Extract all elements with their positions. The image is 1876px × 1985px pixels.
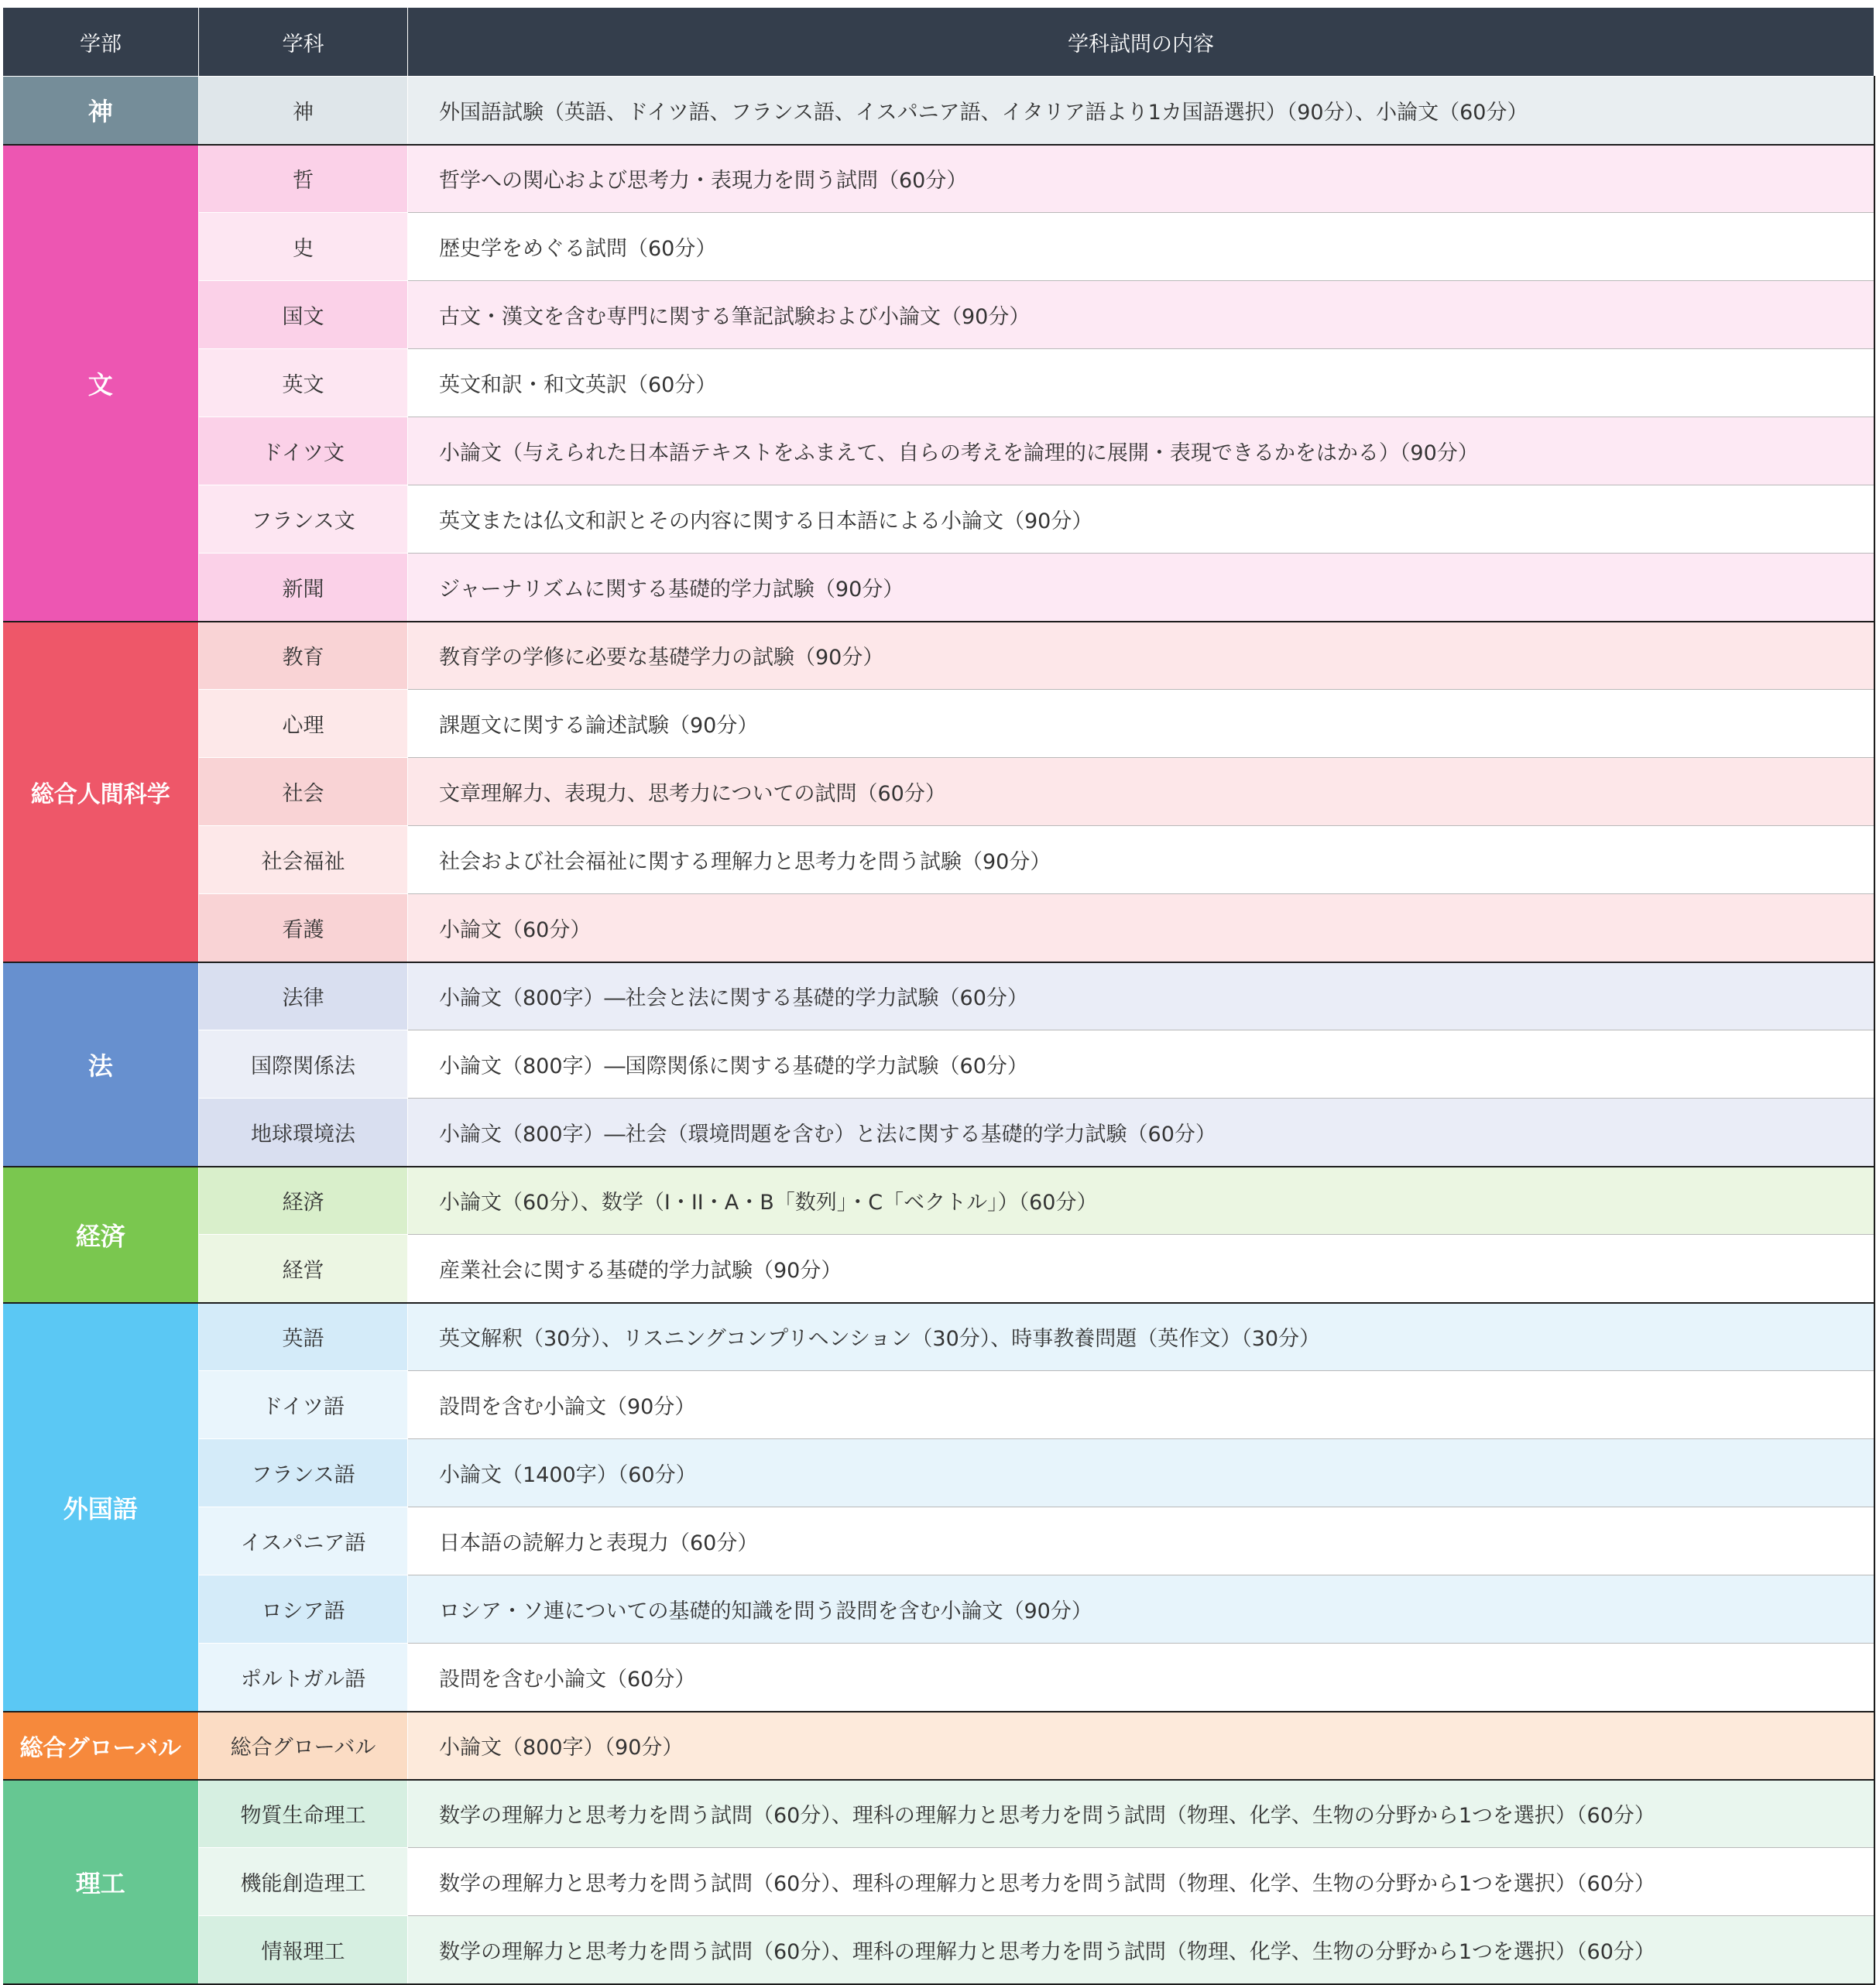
table-row [3,417,1874,485]
exam-content-table [2,7,1875,1985]
exam-content-cell: 文章理解力、表現力、思考力についての試問（60分） [408,758,1874,826]
department-cell: 地球環境法 [199,1099,408,1167]
department-cell: 新聞 [199,554,408,622]
exam-content-cell: 小論文（与えられた日本語テキストをふまえて、自らの考えを論理的に展開・表現できるかをはかる）（90分） [408,417,1874,485]
exam-content-cell: 歴史学をめぐる試問（60分） [408,213,1874,281]
exam-content-cell: 古文・漢文を含む専門に関する筆記試験および小論文（90分） [408,281,1874,349]
department-cell: フランス文 [199,485,408,554]
table-row [3,1780,1874,1848]
exam-content-cell: 哲学への関心および思考力・表現力を問う試問（60分） [408,145,1874,213]
table-header-row [3,8,1874,77]
exam-content-cell: 小論文（1400字）（60分） [408,1439,1874,1507]
exam-content-cell: 数学の理解力と思考力を問う試問（60分）、理科の理解力と思考力を問う試問（物理、化学、生物の分野から1つを選択）（60分） [408,1916,1874,1984]
faculty-cell: 神 [3,77,199,145]
department-cell: 物質生命理工 [199,1780,408,1848]
exam-content-cell: ジャーナリズムに関する基礎的学力試験（90分） [408,554,1874,622]
table-row [3,690,1874,758]
department-cell: イスパニア語 [199,1507,408,1575]
faculty-cell: 経済 [3,1167,199,1303]
faculty-cell: 文 [3,145,199,622]
table-row [3,1439,1874,1507]
table-row [3,1371,1874,1439]
table-body [3,77,1874,1984]
exam-content-cell: 数学の理解力と思考力を問う試問（60分）、理科の理解力と思考力を問う試問（物理、化学、生物の分野から1つを選択）（60分） [408,1780,1874,1848]
department-cell: 看護 [199,894,408,962]
faculty-cell: 理工 [3,1780,199,1984]
table-row [3,145,1874,213]
exam-content-cell: 英文和訳・和文英訳（60分） [408,349,1874,417]
department-cell: ロシア語 [199,1575,408,1644]
department-cell: 社会福祉 [199,826,408,894]
table-row [3,1507,1874,1575]
exam-content-cell: 小論文（800字）―国際関係に関する基礎的学力試験（60分） [408,1030,1874,1099]
department-cell: 史 [199,213,408,281]
exam-content-cell: 社会および社会福祉に関する理解力と思考力を問う試験（90分） [408,826,1874,894]
exam-content-cell: 設問を含む小論文（60分） [408,1644,1874,1712]
exam-content-cell: 設問を含む小論文（90分） [408,1371,1874,1439]
table-row [3,758,1874,826]
exam-table-container [2,7,1874,1985]
table-row [3,1167,1874,1235]
faculty-cell: 総合グローバル [3,1712,199,1780]
department-cell: 神 [199,77,408,145]
department-cell: 英文 [199,349,408,417]
exam-content-cell: 小論文（60分） [408,894,1874,962]
department-cell: 英語 [199,1303,408,1371]
department-cell: 社会 [199,758,408,826]
exam-content-cell: 産業社会に関する基礎的学力試験（90分） [408,1235,1874,1303]
table-row [3,962,1874,1030]
department-cell: 情報理工 [199,1916,408,1984]
table-row [3,77,1874,145]
department-cell: ポルトガル語 [199,1644,408,1712]
exam-content-cell: 英文解釈（30分）、リスニングコンプリヘンション（30分）、時事教養問題（英作文）（30分） [408,1303,1874,1371]
department-cell: 法律 [199,962,408,1030]
faculty-cell: 総合人間科学 [3,622,199,962]
header-department: 学科 [199,8,408,77]
faculty-cell: 法 [3,962,199,1167]
faculty-cell: 外国語 [3,1303,199,1712]
table-row [3,349,1874,417]
department-cell: 経済 [199,1167,408,1235]
table-row [3,485,1874,554]
header-faculty: 学部 [3,8,199,77]
department-cell: 国際関係法 [199,1030,408,1099]
department-cell: フランス語 [199,1439,408,1507]
department-cell: 総合グローバル [199,1712,408,1780]
exam-content-cell: 英文または仏文和訳とその内容に関する日本語による小論文（90分） [408,485,1874,554]
department-cell: ドイツ語 [199,1371,408,1439]
table-row [3,1303,1874,1371]
table-row [3,1099,1874,1167]
table-row [3,1916,1874,1984]
table-row [3,1848,1874,1916]
table-row [3,622,1874,690]
table-row [3,554,1874,622]
table-row [3,826,1874,894]
table-row [3,894,1874,962]
exam-content-cell: 小論文（800字）（90分） [408,1712,1874,1780]
table-row [3,1575,1874,1644]
table-row [3,1712,1874,1780]
exam-content-cell: 数学の理解力と思考力を問う試問（60分）、理科の理解力と思考力を問う試問（物理、化学、生物の分野から1つを選択）（60分） [408,1848,1874,1916]
department-cell: 心理 [199,690,408,758]
table-row [3,213,1874,281]
exam-content-cell: 小論文（60分）、数学（I・II・A・B「数列」・C「ベクトル」）（60分） [408,1167,1874,1235]
table-row [3,281,1874,349]
exam-content-cell: 教育学の学修に必要な基礎学力の試験（90分） [408,622,1874,690]
table-row [3,1644,1874,1712]
exam-content-cell: ロシア・ソ連についての基礎的知識を問う設問を含む小論文（90分） [408,1575,1874,1644]
exam-content-cell: 日本語の読解力と表現力（60分） [408,1507,1874,1575]
department-cell: 国文 [199,281,408,349]
exam-content-cell: 外国語試験（英語、ドイツ語、フランス語、イスパニア語、イタリア語より1カ国語選択）（90分）、小論文（60分） [408,77,1874,145]
department-cell: 経営 [199,1235,408,1303]
exam-content-cell: 課題文に関する論述試験（90分） [408,690,1874,758]
exam-content-cell: 小論文（800字）―社会（環境問題を含む）と法に関する基礎的学力試験（60分） [408,1099,1874,1167]
department-cell: 教育 [199,622,408,690]
table-row [3,1030,1874,1099]
department-cell: 機能創造理工 [199,1848,408,1916]
table-row [3,1235,1874,1303]
department-cell: 哲 [199,145,408,213]
header-exam-content: 学科試問の内容 [408,8,1874,77]
exam-content-cell: 小論文（800字）―社会と法に関する基礎的学力試験（60分） [408,962,1874,1030]
department-cell: ドイツ文 [199,417,408,485]
